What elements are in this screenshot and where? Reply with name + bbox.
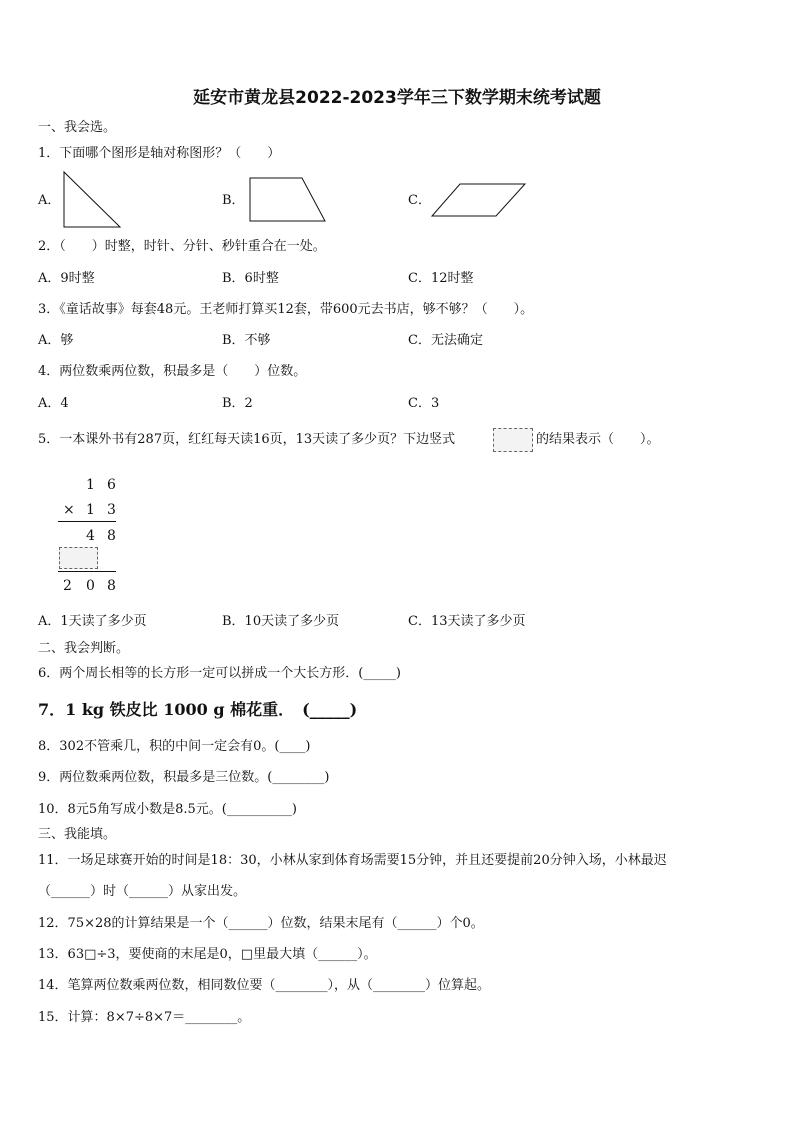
- question-12: 12．75×28的计算结果是一个（______）位数，结果末尾有（______）个0。: [38, 916, 484, 931]
- option-a: A．1天读了多少页: [38, 614, 147, 629]
- question-14: 14．笔算两位数乘两位数，相同数位要（________），从（________）位算起。: [38, 978, 491, 993]
- question-5-part1: 5．一本课外书有287页，红红每天读16页，13天读了多少页？下边竖式: [38, 432, 456, 447]
- question-10: 10．8元5角写成小数是8.5元。(__________): [38, 802, 297, 817]
- option-b-label: B．: [222, 193, 245, 208]
- option-b: B．不够: [222, 333, 271, 348]
- calc-digit: 6: [107, 477, 116, 493]
- right-triangle-shape: [62, 170, 124, 230]
- question-11-line2: （______）时（______）从家出发。: [38, 884, 247, 899]
- calc-rule: [58, 571, 116, 572]
- question-5-part2: 的结果表示（ ）。: [536, 432, 660, 447]
- calc-digit: 4: [86, 528, 95, 544]
- calc-times: ×: [63, 502, 75, 518]
- option-a: A．4: [38, 396, 69, 411]
- question-11-line1: 11．一场足球赛开始的时间是18：30，小林从家到体育场需要15分钟，并且还要提前20分钟入场，小林最迟: [38, 853, 667, 868]
- calc-digit: 8: [107, 578, 116, 594]
- question-15: 15．计算：8×7÷8×7＝________。: [38, 1010, 251, 1025]
- section-heading-choice: 一、我会选。: [38, 120, 117, 135]
- option-a: A．够: [38, 333, 74, 348]
- option-a-label: A．: [38, 193, 61, 208]
- option-b: B．6时整: [222, 271, 279, 286]
- question-4: 4．两位数乘两位数，积最多是（ ）位数。: [38, 364, 307, 379]
- question-1: 1．下面哪个图形是轴对称图形？（ ）: [38, 146, 281, 161]
- option-b: B．10天读了多少页: [222, 614, 340, 629]
- question-13: 13．63□÷3，要使商的末尾是0，□里最大填（______）。: [38, 947, 377, 962]
- section-heading-judge: 二、我会判断。: [38, 641, 130, 656]
- calc-digit: 8: [107, 528, 116, 544]
- option-c-label: C．: [408, 193, 431, 208]
- calc-digit: 3: [107, 502, 116, 518]
- calc-digit: 1: [86, 477, 95, 493]
- option-b: B．2: [222, 396, 253, 411]
- option-c: C．13天读了多少页: [408, 614, 526, 629]
- calc-rule: [58, 521, 116, 522]
- option-c: C．无法确定: [408, 333, 483, 348]
- page-title: 延安市黄龙县2022-2023学年三下数学期末统考试题: [193, 88, 601, 108]
- option-c: C．3: [408, 396, 440, 411]
- trapezoid-shape: [247, 175, 329, 225]
- question-6: 6．两个周长相等的长方形一定可以拼成一个大长方形．(_____): [38, 666, 401, 681]
- option-c: C．12时整: [408, 271, 474, 286]
- option-a: A．9时整: [38, 271, 95, 286]
- calc-digit: 1: [86, 502, 95, 518]
- calc-placeholder-box: [59, 547, 98, 569]
- question-7: 7．1 kg 铁皮比 1000 g 棉花重． (_____): [38, 700, 358, 719]
- section-heading-fill: 三、我能填。: [38, 827, 117, 842]
- question-2: 2．（ ）时整，时针、分针、秒针重合在一处。: [38, 239, 326, 254]
- question-9: 9．两位数乘两位数，积最多是三位数。(________): [38, 770, 330, 785]
- parallelogram-shape: [430, 181, 528, 219]
- question-3: 3．《童话故事》每套48元。王老师打算买12套，带600元去书店，够不够？（ ）。: [38, 302, 534, 317]
- question-8: 8．302不管乘几，积的中间一定会有0。(____): [38, 739, 311, 754]
- calc-digit: 2: [63, 578, 72, 594]
- answer-placeholder-box: [493, 428, 533, 452]
- calc-digit: 0: [86, 578, 95, 594]
